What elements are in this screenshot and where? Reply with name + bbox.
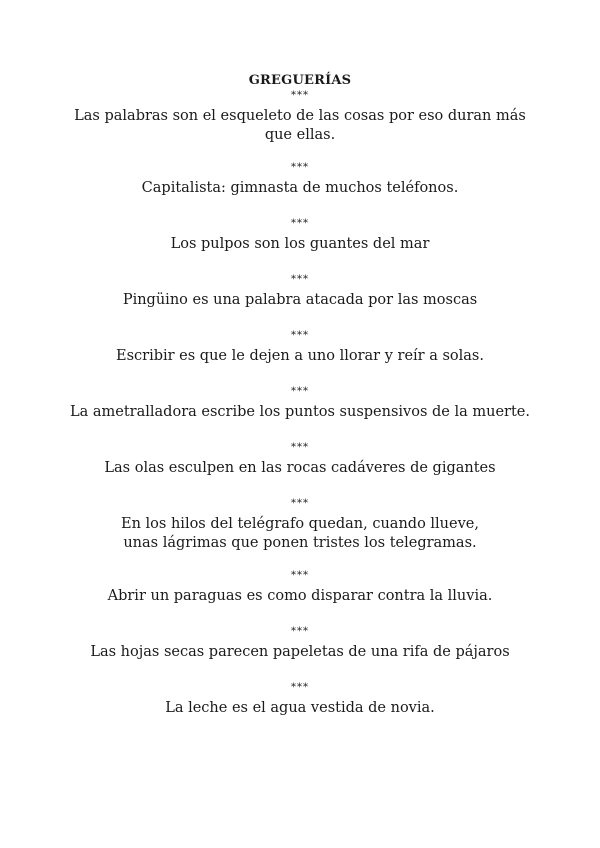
list-item <box>60 274 540 310</box>
separator: *** <box>291 442 309 453</box>
gregueria-text: La leche es el agua vestida de novia. <box>165 700 435 716</box>
separator: *** <box>291 386 309 397</box>
document-title: GREGUERÍAS <box>248 73 352 88</box>
separator: *** <box>291 90 309 101</box>
separator: *** <box>291 218 309 229</box>
list-item <box>60 218 540 254</box>
gregueria-text: Los pulpos son los guantes del mar <box>170 236 430 252</box>
list-item <box>60 442 540 478</box>
separator: *** <box>291 626 309 637</box>
separator: *** <box>291 274 309 285</box>
gregueria-text: En los hilos del telégrafo quedan, cuando llueve, unas lágrimas que ponen tristes los telegramas. <box>121 516 479 551</box>
separator: *** <box>291 498 309 509</box>
separator: *** <box>291 682 309 693</box>
separator: *** <box>291 162 309 173</box>
list-item <box>60 626 540 662</box>
separator: *** <box>291 330 309 341</box>
gregueria-text: Escribir es que le dejen a uno llorar y reír a solas. <box>116 348 484 364</box>
gregueria-text: Capitalista: gimnasta de muchos teléfonos. <box>141 180 459 196</box>
list-item <box>60 330 540 366</box>
list-item <box>60 90 540 145</box>
gregueria-text: Las hojas secas parecen papeletas de una rifa de pájaros <box>90 644 510 660</box>
list-item <box>60 570 540 606</box>
gregueria-text: Pingüino es una palabra atacada por las moscas <box>122 292 478 308</box>
gregueria-text: Abrir un paraguas es como disparar contra la lluvia. <box>107 588 493 604</box>
gregueria-text: Las palabras son el esqueleto de las cosas por eso duran más que ellas. <box>74 108 526 143</box>
gregueria-text: Las olas esculpen en las rocas cadáveres de gigantes <box>104 460 496 476</box>
gregueria-text: La ametralladora escribe los puntos suspensivos de la muerte. <box>70 404 530 420</box>
list-item <box>60 162 540 198</box>
list-item <box>60 682 540 718</box>
list-item <box>60 498 540 553</box>
separator: *** <box>291 570 309 581</box>
list-item <box>60 386 540 422</box>
greguerias-list <box>60 90 540 718</box>
